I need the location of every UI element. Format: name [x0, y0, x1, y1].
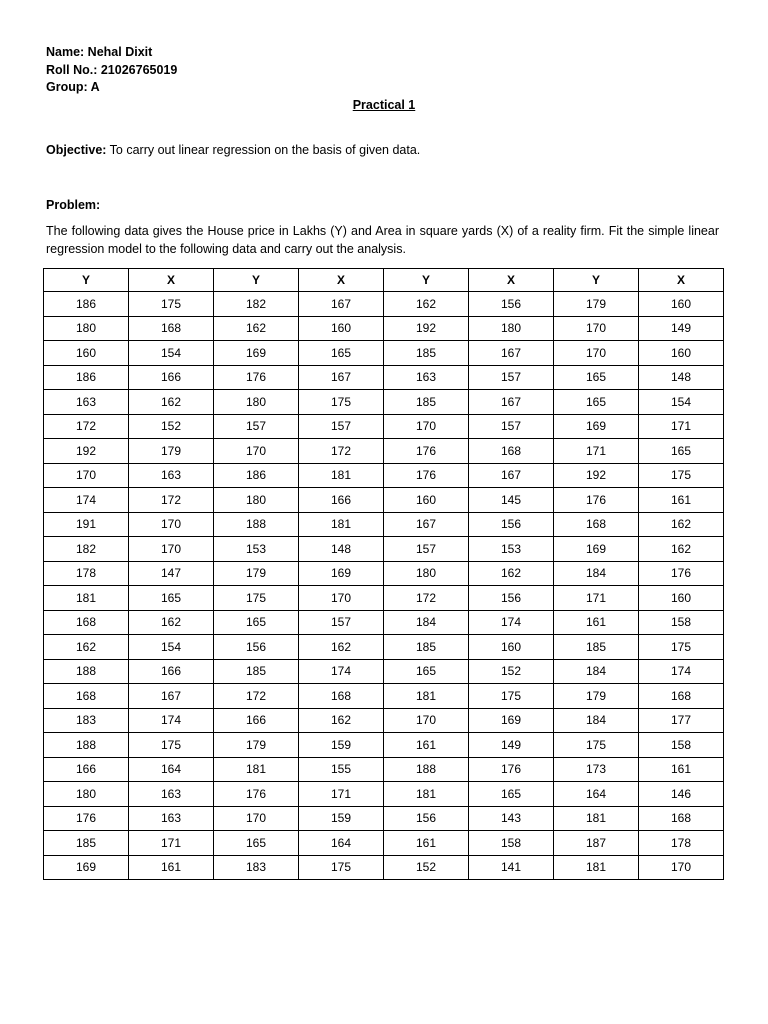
table-row [44, 292, 724, 317]
table-cell: 188 [44, 659, 129, 684]
table-cell: 166 [299, 488, 384, 513]
table-cell: 154 [129, 341, 214, 366]
table-cell: 170 [214, 806, 299, 831]
table-cell: 157 [384, 537, 469, 562]
table-cell: 169 [554, 537, 639, 562]
table-cell: 177 [639, 708, 724, 733]
table-cell: 192 [384, 316, 469, 341]
table-cell: 185 [214, 659, 299, 684]
table-cell: 155 [299, 757, 384, 782]
table-cell: 183 [214, 855, 299, 880]
table-cell: 169 [299, 561, 384, 586]
column-header: Y [44, 269, 129, 292]
table-cell: 160 [639, 292, 724, 317]
table-cell: 163 [129, 463, 214, 488]
table-cell: 160 [469, 635, 554, 660]
table-cell: 168 [299, 684, 384, 709]
table-row [44, 831, 724, 856]
table-cell: 168 [44, 610, 129, 635]
table-row [44, 757, 724, 782]
table-cell: 166 [129, 365, 214, 390]
table-cell: 171 [554, 586, 639, 611]
table-cell: 157 [469, 365, 554, 390]
table-cell: 162 [639, 537, 724, 562]
table-cell: 158 [639, 733, 724, 758]
table-cell: 185 [554, 635, 639, 660]
column-header: X [129, 269, 214, 292]
table-cell: 179 [554, 292, 639, 317]
table-cell: 166 [44, 757, 129, 782]
table-cell: 181 [554, 855, 639, 880]
table-cell: 153 [214, 537, 299, 562]
group: Group: A [46, 80, 100, 94]
table-cell: 160 [44, 341, 129, 366]
column-header: X [299, 269, 384, 292]
table-cell: 180 [384, 561, 469, 586]
table-cell: 164 [299, 831, 384, 856]
table-cell: 167 [129, 684, 214, 709]
table-header-row [44, 269, 724, 292]
table-row [44, 782, 724, 807]
table-cell: 157 [469, 414, 554, 439]
table-cell: 169 [214, 341, 299, 366]
table-cell: 176 [214, 365, 299, 390]
student-name: Name: Nehal Dixit [46, 45, 153, 59]
table-cell: 175 [129, 292, 214, 317]
table-cell: 175 [639, 635, 724, 660]
table-cell: 176 [554, 488, 639, 513]
table-cell: 174 [639, 659, 724, 684]
table-cell: 156 [384, 806, 469, 831]
column-header: Y [384, 269, 469, 292]
table-cell: 180 [214, 390, 299, 415]
table-cell: 171 [299, 782, 384, 807]
table-cell: 149 [639, 316, 724, 341]
column-header: X [469, 269, 554, 292]
table-cell: 176 [214, 782, 299, 807]
table-row [44, 439, 724, 464]
table-cell: 181 [299, 512, 384, 537]
table-cell: 181 [384, 782, 469, 807]
table-cell: 146 [639, 782, 724, 807]
table-cell: 192 [554, 463, 639, 488]
table-cell: 162 [44, 635, 129, 660]
table-cell: 170 [554, 341, 639, 366]
table-cell: 162 [384, 292, 469, 317]
table-cell: 166 [214, 708, 299, 733]
table-cell: 176 [44, 806, 129, 831]
table-cell: 172 [299, 439, 384, 464]
table-cell: 175 [469, 684, 554, 709]
table-cell: 165 [384, 659, 469, 684]
table-cell: 176 [384, 463, 469, 488]
problem-label: Problem: [46, 198, 101, 212]
table-cell: 174 [129, 708, 214, 733]
table-row [44, 512, 724, 537]
table-row [44, 733, 724, 758]
table-row [44, 586, 724, 611]
table-cell: 148 [639, 365, 724, 390]
table-cell: 183 [44, 708, 129, 733]
table-cell: 171 [129, 831, 214, 856]
table-cell: 181 [554, 806, 639, 831]
table-cell: 157 [299, 610, 384, 635]
table-cell: 179 [554, 684, 639, 709]
table-cell: 157 [214, 414, 299, 439]
table-cell: 180 [469, 316, 554, 341]
table-cell: 170 [554, 316, 639, 341]
table-cell: 157 [299, 414, 384, 439]
table-cell: 171 [554, 439, 639, 464]
table-cell: 168 [639, 806, 724, 831]
table-cell: 161 [384, 733, 469, 758]
table-cell: 152 [384, 855, 469, 880]
table-cell: 174 [299, 659, 384, 684]
table-row [44, 390, 724, 415]
data-table [43, 268, 724, 880]
table-cell: 145 [469, 488, 554, 513]
table-cell: 186 [214, 463, 299, 488]
column-header: Y [554, 269, 639, 292]
table-cell: 162 [639, 512, 724, 537]
table-cell: 168 [469, 439, 554, 464]
table-cell: 143 [469, 806, 554, 831]
table-cell: 165 [214, 831, 299, 856]
table-cell: 141 [469, 855, 554, 880]
table-cell: 170 [44, 463, 129, 488]
table-cell: 147 [129, 561, 214, 586]
table-cell: 170 [299, 586, 384, 611]
table-cell: 175 [214, 586, 299, 611]
table-cell: 158 [639, 610, 724, 635]
table-row [44, 316, 724, 341]
table-cell: 185 [384, 635, 469, 660]
table-cell: 173 [554, 757, 639, 782]
table-cell: 165 [639, 439, 724, 464]
table-row [44, 537, 724, 562]
table-cell: 175 [639, 463, 724, 488]
table-row [44, 561, 724, 586]
table-cell: 152 [469, 659, 554, 684]
table-cell: 168 [554, 512, 639, 537]
table-cell: 170 [384, 708, 469, 733]
table-cell: 170 [214, 439, 299, 464]
table-cell: 163 [384, 365, 469, 390]
table-cell: 175 [299, 390, 384, 415]
table-cell: 184 [384, 610, 469, 635]
table-cell: 180 [44, 782, 129, 807]
table-cell: 166 [129, 659, 214, 684]
table-cell: 168 [129, 316, 214, 341]
table-cell: 172 [384, 586, 469, 611]
table-cell: 160 [384, 488, 469, 513]
table-cell: 159 [299, 806, 384, 831]
table-cell: 188 [384, 757, 469, 782]
table-cell: 187 [554, 831, 639, 856]
column-header: X [639, 269, 724, 292]
table-cell: 167 [384, 512, 469, 537]
table-cell: 156 [469, 512, 554, 537]
table-cell: 163 [129, 806, 214, 831]
table-cell: 185 [384, 341, 469, 366]
problem-text: The following data gives the House price in Lakhs (Y) and Area in square yards (X) of a reality firm. Fit the simple linear regression model to the following data and carry out the analysis. [46, 224, 719, 256]
table-cell: 185 [384, 390, 469, 415]
table-cell: 188 [214, 512, 299, 537]
table-row [44, 635, 724, 660]
table-row [44, 341, 724, 366]
table-cell: 188 [44, 733, 129, 758]
table-cell: 169 [469, 708, 554, 733]
objective-label: Objective: [46, 143, 107, 157]
table-cell: 163 [44, 390, 129, 415]
table-cell: 161 [129, 855, 214, 880]
objective-text: To carry out linear regression on the basis of given data. [106, 143, 421, 157]
table-cell: 181 [299, 463, 384, 488]
table-cell: 167 [299, 292, 384, 317]
table-cell: 185 [44, 831, 129, 856]
table-cell: 180 [44, 316, 129, 341]
table-cell: 184 [554, 561, 639, 586]
table-cell: 165 [129, 586, 214, 611]
table-cell: 159 [299, 733, 384, 758]
table-cell: 168 [639, 684, 724, 709]
table-cell: 162 [299, 708, 384, 733]
practical-title: Practical 1 [352, 98, 416, 112]
table-cell: 171 [639, 414, 724, 439]
table-cell: 186 [44, 365, 129, 390]
column-header: Y [214, 269, 299, 292]
table-cell: 158 [469, 831, 554, 856]
table-cell: 163 [129, 782, 214, 807]
table-cell: 169 [44, 855, 129, 880]
table-cell: 182 [214, 292, 299, 317]
table-cell: 161 [639, 757, 724, 782]
table-cell: 165 [299, 341, 384, 366]
table-row [44, 708, 724, 733]
table-cell: 175 [299, 855, 384, 880]
table-cell: 164 [129, 757, 214, 782]
table-cell: 192 [44, 439, 129, 464]
table-cell: 186 [44, 292, 129, 317]
table-cell: 176 [469, 757, 554, 782]
table-cell: 162 [299, 635, 384, 660]
table-row [44, 488, 724, 513]
table-cell: 172 [129, 488, 214, 513]
table-cell: 179 [214, 561, 299, 586]
table-cell: 161 [384, 831, 469, 856]
table-cell: 156 [469, 292, 554, 317]
table-cell: 168 [44, 684, 129, 709]
table-cell: 162 [129, 610, 214, 635]
table-cell: 174 [44, 488, 129, 513]
table-cell: 167 [469, 463, 554, 488]
table-cell: 175 [129, 733, 214, 758]
table-cell: 170 [639, 855, 724, 880]
table-row [44, 659, 724, 684]
table-cell: 172 [44, 414, 129, 439]
table-cell: 154 [639, 390, 724, 415]
table-cell: 160 [299, 316, 384, 341]
table-cell: 164 [554, 782, 639, 807]
table-cell: 149 [469, 733, 554, 758]
table-cell: 170 [129, 537, 214, 562]
table-cell: 165 [214, 610, 299, 635]
table-cell: 165 [554, 365, 639, 390]
table-cell: 153 [469, 537, 554, 562]
table-cell: 170 [384, 414, 469, 439]
table-cell: 156 [469, 586, 554, 611]
table-cell: 160 [639, 586, 724, 611]
table-cell: 181 [214, 757, 299, 782]
table-cell: 180 [214, 488, 299, 513]
table-cell: 156 [214, 635, 299, 660]
table-cell: 175 [554, 733, 639, 758]
table-cell: 167 [299, 365, 384, 390]
table-row [44, 855, 724, 880]
roll-number: Roll No.: 21026765019 [46, 63, 178, 77]
table-cell: 161 [554, 610, 639, 635]
table-row [44, 414, 724, 439]
table-cell: 154 [129, 635, 214, 660]
table-cell: 169 [554, 414, 639, 439]
table-cell: 160 [639, 341, 724, 366]
table-row [44, 684, 724, 709]
table-cell: 176 [639, 561, 724, 586]
table-cell: 170 [129, 512, 214, 537]
table-cell: 174 [469, 610, 554, 635]
table-cell: 179 [214, 733, 299, 758]
table-cell: 172 [214, 684, 299, 709]
table-cell: 167 [469, 341, 554, 366]
table-cell: 184 [554, 659, 639, 684]
objective [46, 141, 719, 159]
table-cell: 179 [129, 439, 214, 464]
table-row [44, 806, 724, 831]
table-cell: 148 [299, 537, 384, 562]
table-cell: 178 [44, 561, 129, 586]
table-cell: 167 [469, 390, 554, 415]
table-cell: 181 [384, 684, 469, 709]
table-row [44, 365, 724, 390]
table-row [44, 463, 724, 488]
table-cell: 162 [214, 316, 299, 341]
table-cell: 182 [44, 537, 129, 562]
table-cell: 162 [129, 390, 214, 415]
table-cell: 181 [44, 586, 129, 611]
table-body [44, 292, 724, 880]
table-cell: 191 [44, 512, 129, 537]
table-cell: 176 [384, 439, 469, 464]
table-cell: 162 [469, 561, 554, 586]
table-cell: 165 [469, 782, 554, 807]
table-cell: 165 [554, 390, 639, 415]
table-cell: 152 [129, 414, 214, 439]
table-cell: 161 [639, 488, 724, 513]
table-cell: 178 [639, 831, 724, 856]
table-row [44, 610, 724, 635]
table-cell: 184 [554, 708, 639, 733]
